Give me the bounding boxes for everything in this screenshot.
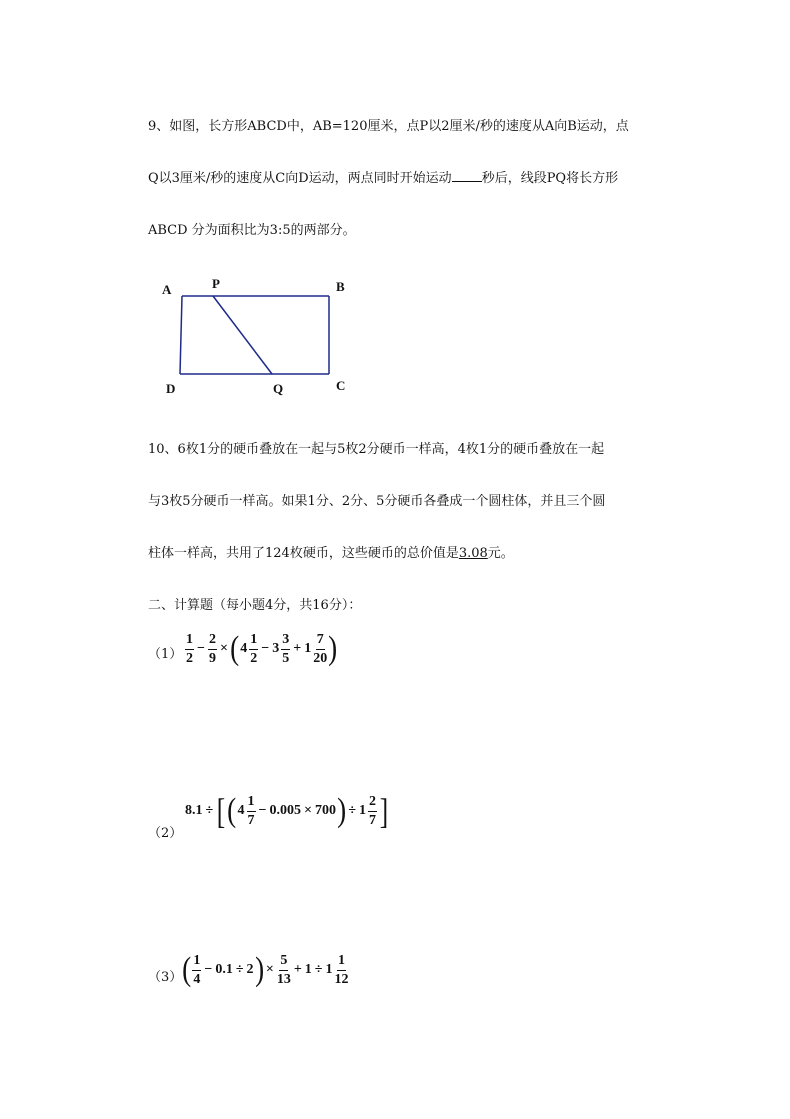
- q9-line-2: [148, 167, 618, 186]
- vertex-label-c: C: [336, 378, 346, 393]
- math-term: 1: [304, 641, 312, 656]
- math-term: +: [293, 641, 302, 656]
- numerator: 5: [279, 954, 288, 971]
- q10-line-3-end: 元。: [487, 546, 514, 561]
- math-term: ×: [304, 803, 312, 818]
- problem-2-index: （2）: [148, 826, 183, 841]
- q10-answer: 3.08: [458, 546, 488, 561]
- math-term: 4: [240, 641, 248, 656]
- q10-line-3: [148, 542, 514, 561]
- math-term: 2: [246, 962, 254, 977]
- math-term: −: [197, 641, 205, 656]
- numerator: 1: [247, 795, 256, 812]
- denominator: 9: [208, 650, 216, 666]
- math-term: 1: [304, 962, 312, 977]
- problem-2-expression: [184, 793, 390, 829]
- q9-line-3: ABCD 分为面积比为3:5的两部分。: [148, 223, 356, 238]
- denominator: 4: [193, 971, 201, 987]
- numerator: 2: [208, 633, 217, 650]
- q9-line-2-end: 秒后，线段PQ将长方形: [481, 171, 619, 186]
- math-term: 8.1: [185, 803, 203, 818]
- right-paren: ): [337, 792, 347, 829]
- math-term: 4: [237, 803, 245, 818]
- numerator: 7: [316, 633, 325, 650]
- problem-3-index: （3）: [148, 970, 183, 985]
- problem-1-index: （1）: [148, 647, 183, 662]
- vertex-label-b: B: [336, 279, 345, 294]
- vertex-label-d: D: [166, 381, 176, 396]
- fraction: [313, 633, 327, 666]
- math-term: 0.1: [215, 962, 233, 977]
- edge-da: [180, 296, 182, 374]
- math-term: ×: [265, 962, 274, 977]
- left-bracket: [: [216, 791, 226, 831]
- fraction: [192, 954, 201, 987]
- section-2-heading: 二、计算题（每小题4分，共16分）：: [148, 598, 362, 613]
- answer-blank[interactable]: [452, 170, 482, 182]
- denominator: 5: [282, 650, 290, 666]
- q10-line-2: 与3枚5分硬币一样高。如果1分、2分、5分硬币各叠成一个圆柱体，并且三个圆: [148, 494, 606, 509]
- denominator: 2: [250, 650, 258, 666]
- math-term: −: [204, 962, 213, 977]
- problem-1-expression: [184, 632, 338, 666]
- fraction: [249, 633, 258, 666]
- point-label-p: P: [212, 276, 220, 291]
- numerator: 3: [281, 633, 290, 650]
- point-label-q: Q: [273, 381, 284, 396]
- denominator: 20: [313, 650, 328, 666]
- right-paren: ): [254, 951, 264, 988]
- right-bracket: ]: [379, 791, 389, 831]
- numerator: 1: [185, 633, 194, 650]
- numerator: 2: [368, 795, 377, 812]
- denominator: 2: [186, 650, 193, 666]
- math-term: ÷: [235, 962, 244, 977]
- math-term: 1: [325, 962, 333, 977]
- math-term: 3: [272, 641, 280, 656]
- problem-3-expression: [182, 953, 349, 987]
- math-term: +: [293, 962, 302, 977]
- left-paren: (: [230, 630, 240, 667]
- denominator: 7: [369, 812, 376, 828]
- q9-line-2-start: Q以3厘米/秒的速度从C向D运动，两点同时开始运动: [148, 171, 452, 186]
- math-term: 700: [314, 803, 336, 818]
- numerator: 1: [192, 954, 201, 971]
- math-term: ÷: [314, 962, 323, 977]
- left-paren: (: [182, 951, 192, 988]
- math-term: ÷: [348, 803, 356, 818]
- right-paren: ): [328, 630, 338, 667]
- fraction: [208, 633, 217, 666]
- denominator: 7: [247, 812, 255, 828]
- math-term: 1: [359, 803, 366, 818]
- vertex-label-a: A: [162, 282, 172, 297]
- fraction: [334, 954, 348, 987]
- fraction: [247, 795, 256, 828]
- segment-pq: [213, 296, 272, 374]
- fraction: [185, 633, 194, 666]
- left-paren: (: [227, 792, 237, 829]
- fraction: [368, 795, 377, 828]
- q10-line-3-start: 柱体一样高，共用了124枚硬币，这些硬币的总价值是: [148, 546, 459, 561]
- fraction: [277, 954, 291, 987]
- numerator: 1: [337, 954, 346, 971]
- numerator: 1: [249, 633, 258, 650]
- fraction: [281, 633, 290, 666]
- q10-line-1: 10、6枚1分的硬币叠放在一起与5枚2分硬币一样高，4枚1分的硬币叠放在一起: [148, 442, 605, 457]
- math-term: ×: [219, 641, 228, 656]
- denominator: 13: [276, 971, 291, 987]
- math-term: −: [261, 641, 270, 656]
- math-term: 0.005: [269, 803, 301, 818]
- q9-line-1: 9、如图，长方形ABCD中，AB=120厘米，点P以2厘米/秒的速度从A向B运动，点: [148, 119, 629, 134]
- math-term: −: [258, 803, 267, 818]
- math-term: ÷: [205, 803, 214, 818]
- denominator: 12: [334, 971, 349, 987]
